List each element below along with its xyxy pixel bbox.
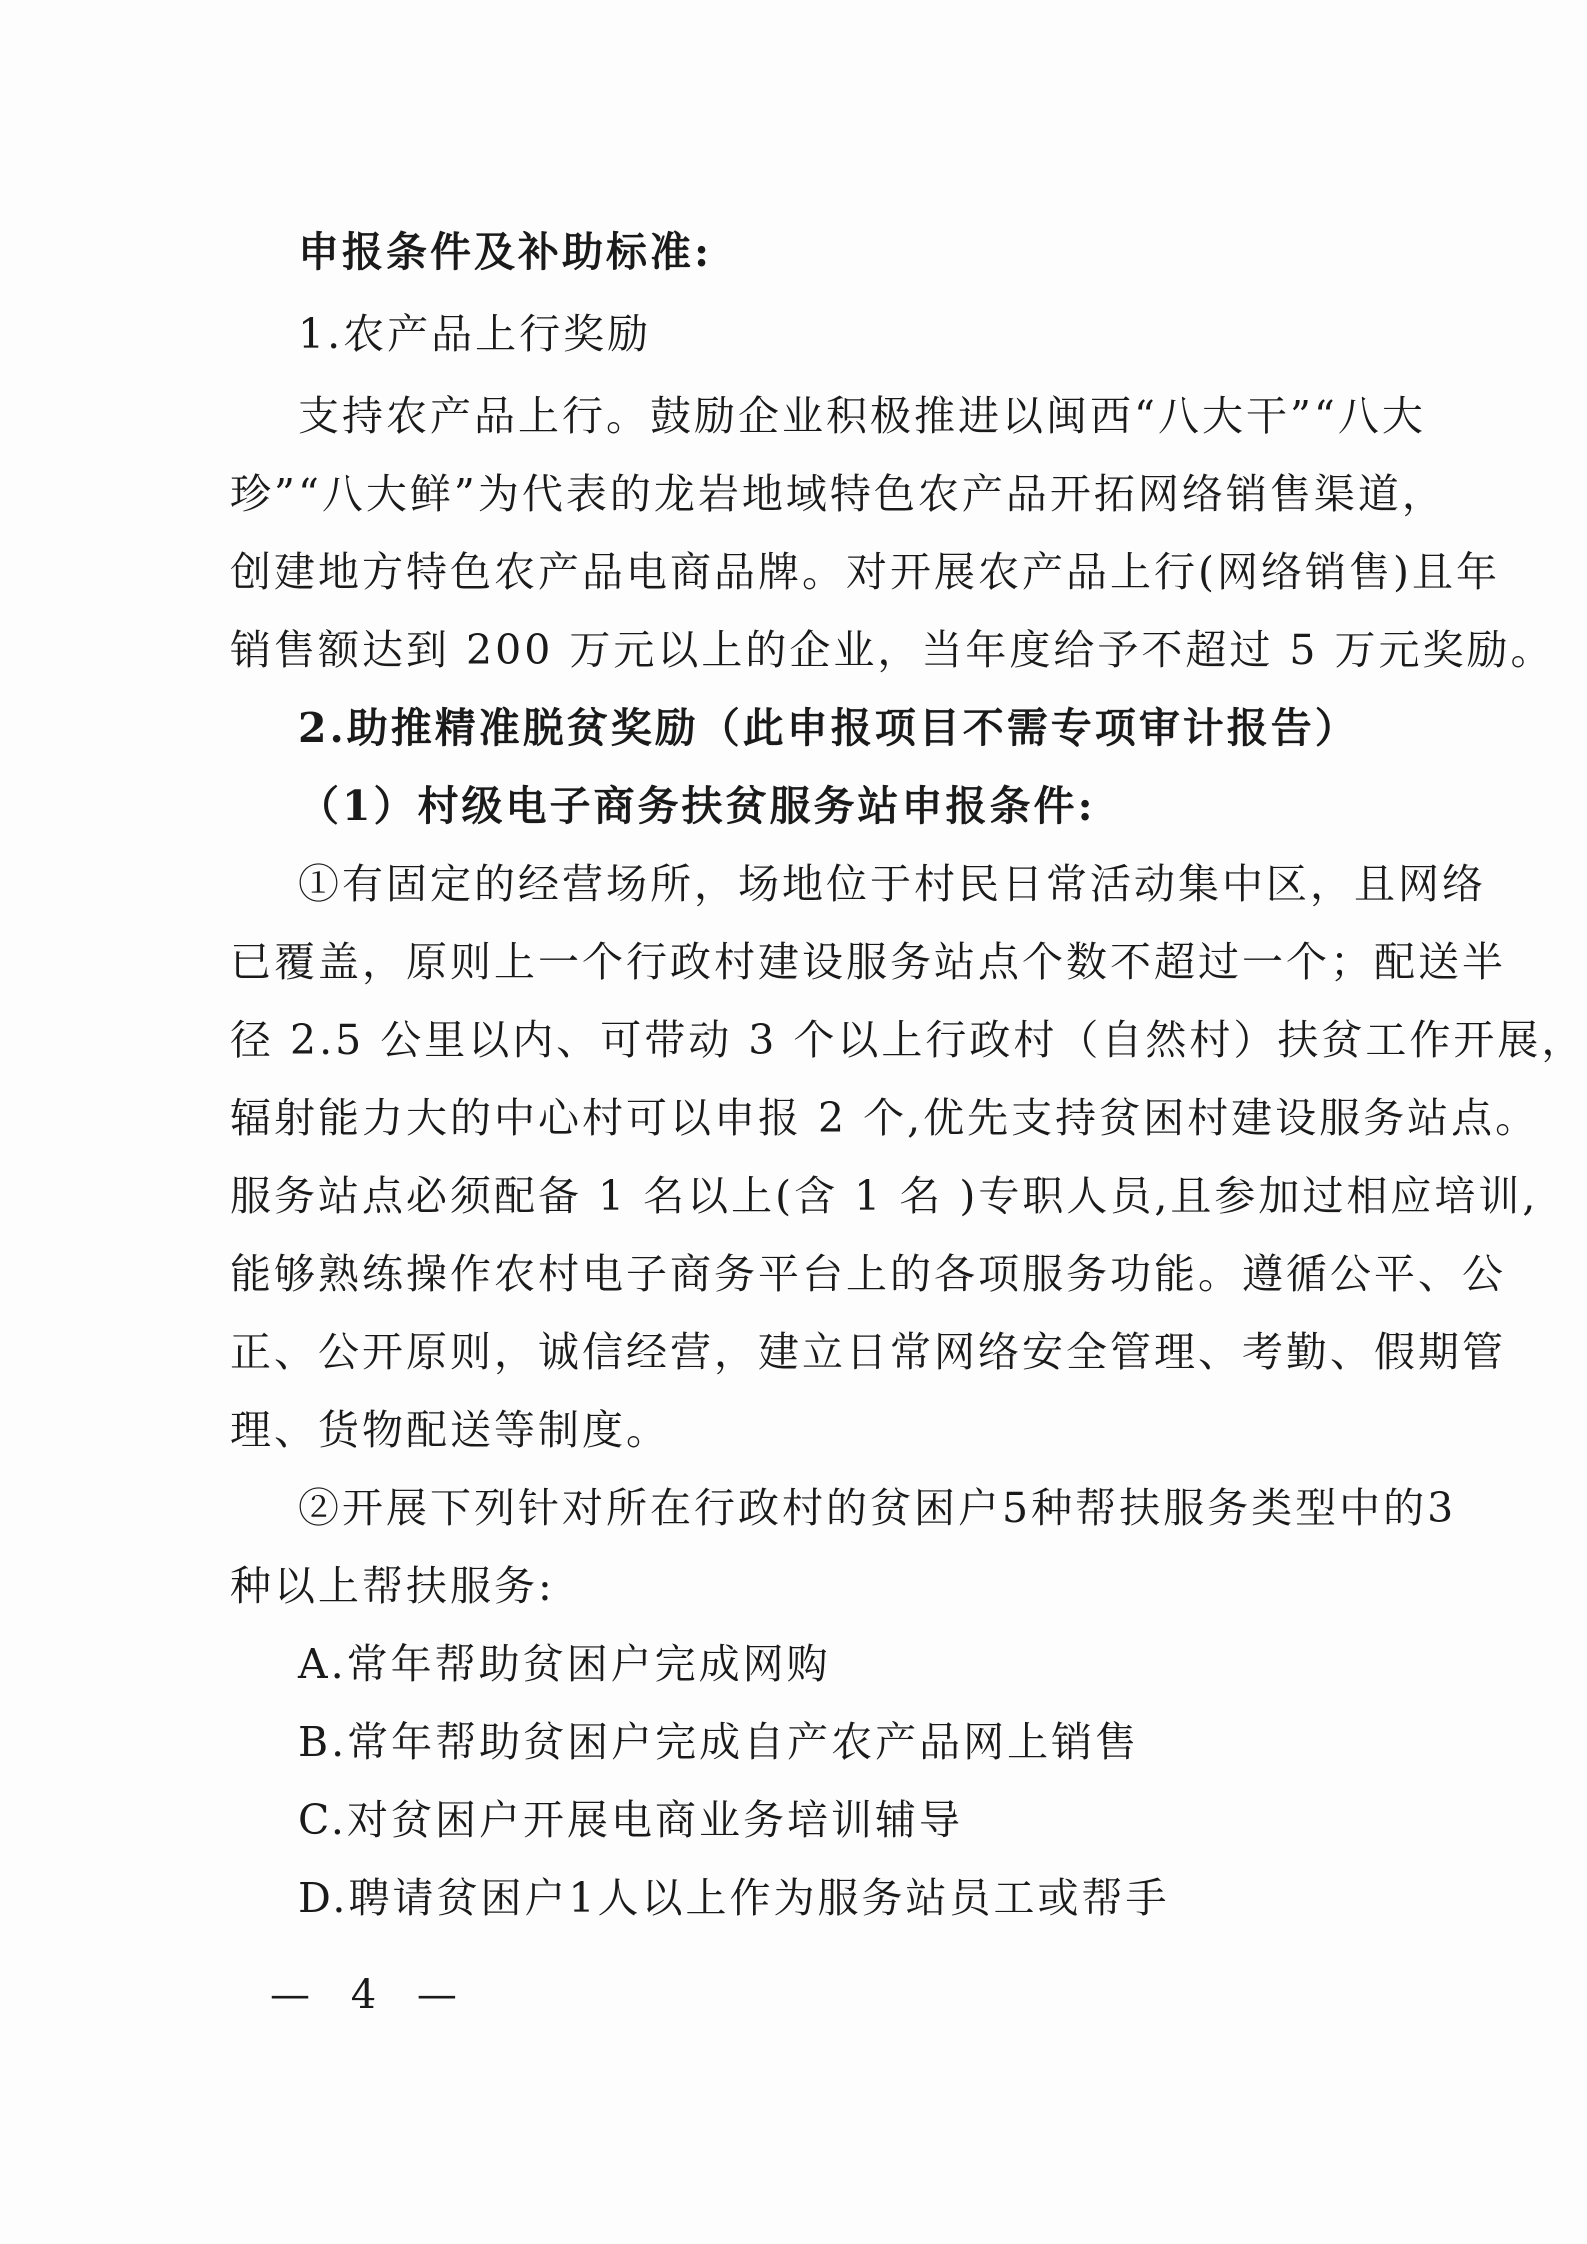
page-number: — 4 — <box>270 1972 471 2018</box>
item1-line-8: 理、货物配送等制度。 <box>230 1406 670 1454</box>
item1-line-7: 正、公开原则，诚信经营，建立日常网络安全管理、考勤、假期管 <box>230 1328 1506 1376</box>
option-d: D.聘请贫困户1人以上作为服务站员工或帮手 <box>298 1874 1170 1922</box>
option-b: B.常年帮助贫困户完成自产农产品网上销售 <box>298 1718 1140 1766</box>
section2-title: 2.助推精准脱贫奖励（此申报项目不需专项审计报告） <box>298 704 1359 752</box>
item1-line-5: 服务站点必须配备 1 名以上(含 1 名 )专职人员,且参加过相应培训, <box>230 1172 1539 1220</box>
section1-line-3: 创建地方特色农产品电商品牌。对开展农产品上行(网络销售)且年 <box>230 548 1500 596</box>
section1-line-2: 珍”“八大鲜”为代表的龙岩地域特色农产品开拓网络销售渠道， <box>230 470 1446 518</box>
section1-title: 1.农产品上行奖励 <box>298 310 652 358</box>
item1-line-2: 已覆盖，原则上一个行政村建设服务站点个数不超过一个；配送半 <box>230 938 1506 986</box>
item1-line-6: 能够熟练操作农村电子商务平台上的各项服务功能。遵循公平、公 <box>230 1250 1506 1298</box>
heading: 申报条件及补助标准: <box>298 228 713 276</box>
option-a: A.常年帮助贫困户完成网购 <box>298 1640 831 1688</box>
item2-line-1: ②开展下列针对所在行政村的贫困户5种帮扶服务类型中的3 <box>298 1484 1457 1532</box>
section2-subtitle: （1）村级电子商务扶贫服务站申报条件: <box>298 782 1096 830</box>
option-c: C.对贫困户开展电商业务培训辅导 <box>298 1796 963 1844</box>
item2-line-2: 种以上帮扶服务: <box>230 1562 555 1610</box>
section1-line-1: 支持农产品上行。鼓励企业积极推进以闽西“八大干”“八大 <box>298 392 1426 440</box>
item1-line-3: 径 2.5 公里以内、可带动 3 个以上行政村（自然村）扶贫工作开展， <box>230 1016 1586 1064</box>
item1-line-1: ①有固定的经营场所，场地位于村民日常活动集中区，且网络 <box>298 860 1486 908</box>
item1-line-4: 辐射能力大的中心村可以申报 2 个,优先支持贫困村建设服务站点。 <box>230 1094 1540 1142</box>
section1-line-4: 销售额达到 200 万元以上的企业，当年度给予不超过 5 万元奖励。 <box>230 626 1555 674</box>
